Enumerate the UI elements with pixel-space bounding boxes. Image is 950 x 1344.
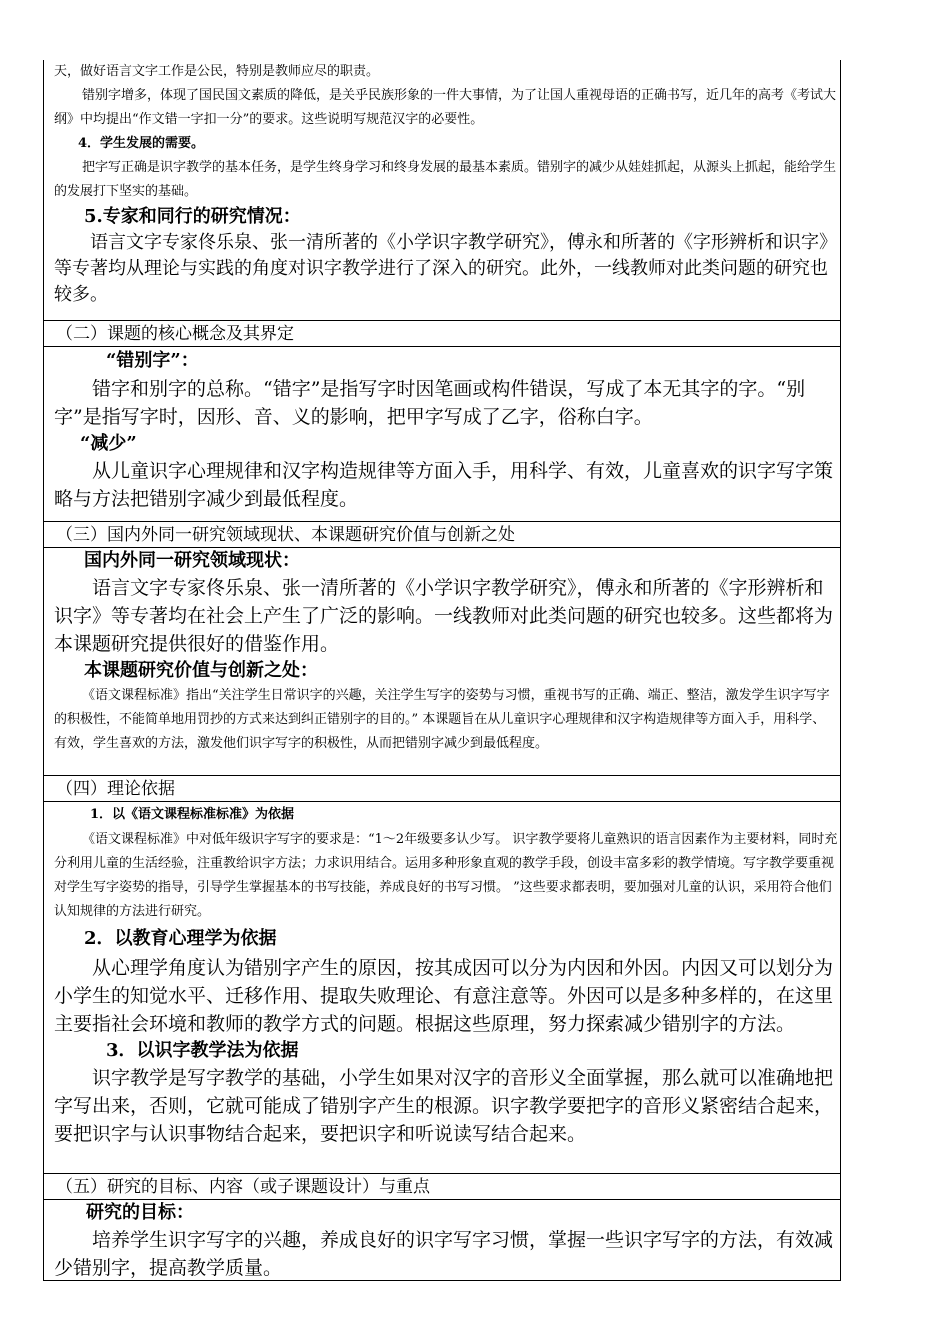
section-4-header: （四）理论依据 (44, 776, 840, 802)
intro-paragraph-2: 错别字增多，体现了国民国文素质的降低，是关乎民族形象的一件大事情，为了让国人重视母语的正确书写，近几年的高考《考试大纲》中均提出“作文错一字扣一分”的要求。这些说明写规范汉字的必要性。 (54, 88, 837, 127)
term-cuobiezi-definition: 错字和别字的总称。“错字”是指写字时因笔画或构件错误，写成了本无其字的字。“别字”是指写字时，因形、音、义的影响，把甲字写成了乙字，俗称白字。 (54, 378, 806, 428)
value-paragraph: 《语文课程标准》指出“关注学生日常识字的兴趣，关注学生写字的姿势与习惯，重视书写的正确、端正、整洁，激发学生识字写字的积极性，不能简单地用罚抄的方式来达到纠正错别字的目的。” 本课题旨在从儿童识字心理规律和汉字构造规律等方面入手，用科学、有效，学生喜欢的方法，激发他们识字写字的积极性，从而把错别字减少到最低程度。 (54, 688, 830, 751)
term-jianshao-definition: 从儿童识字心理规律和汉字构造规律等方面入手，用科学、有效，儿童喜欢的识字写字策略与方法把错别字减少到最低程度。 (54, 460, 834, 510)
term-cuobiezi: “错别字”： (106, 350, 199, 371)
intro-cell (44, 60, 840, 321)
goal-paragraph: 培养学生识字写字的兴趣，养成良好的识字写字习惯，掌握一些识字写字的方法，有效减少错别字，提高教学质量。 (54, 1229, 834, 1279)
basis-2-heading: 2．以教育心理学为依据 (84, 928, 277, 949)
intro-paragraph-4: 把字写正确是识字教学的基本任务，是学生终身学习和终身发展的最基本素质。错别字的减少从娃娃抓起，从源头上抓起，能给学生的发展打下坚实的基础。 (54, 160, 837, 199)
status-heading: 国内外同一研究领域现状： (84, 550, 300, 571)
section-4-body (44, 802, 840, 1174)
term-jianshao: “减少” (80, 433, 137, 454)
heading-5: 5.专家和同行的研究情况： (84, 206, 301, 227)
basis-3-heading: 3．以识字教学法为依据 (106, 1040, 299, 1061)
section-3-header: （三）国内外同一研究领域现状、本课题研究价值与创新之处 (44, 522, 840, 548)
basis-1-heading: 1．以《语文课程标准标准》为依据 (90, 807, 295, 822)
basis-2-paragraph: 从心理学角度认为错别字产生的原因，按其成因可以分为内因和外因。内因又可以划分为小学生的知觉水平、迁移作用、提取失败理论、有意注意等。外因可以是多种多样的，在这里主要指社会环境和教师的教学方式的问题。根据这些原理，努力探索减少错别字的方法。 (54, 957, 834, 1035)
basis-3-paragraph: 识字教学是写字教学的基础，小学生如果对汉字的音形义全面掌握，那么就可以准确地把字写出来，否则，它就可能成了错别字产生的根源。识字教学要把字的音形义紧密结合起来，要把识字与认识事物结合起来，要把识字和听说读写结合起来。 (54, 1067, 834, 1145)
status-paragraph: 语言文字专家佟乐泉、张一清所著的《小学识字教学研究》，傅永和所著的《字形辨析和识字》等专著均在社会上产生了广泛的影响。一线教师对此类问题的研究也较多。这些都将为本课题研究提供很好的借鉴作用。 (54, 577, 834, 655)
value-heading: 本课题研究价值与创新之处： (84, 660, 318, 681)
intro-paragraph-5: 语言文字专家佟乐泉、张一清所著的《小学识字教学研究》，傅永和所著的《字形辨析和识字》等专著均从理论与实践的角度对识字教学进行了深入的研究。此外，一线教师对此类问题的研究也较多。 (54, 232, 837, 305)
section-2-body (44, 347, 840, 522)
section-3-body (44, 548, 840, 776)
document-table (43, 60, 841, 1281)
section-5-body (44, 1200, 840, 1282)
section-5-header: （五）研究的目标、内容（或子课题设计）与重点 (44, 1174, 840, 1200)
basis-1-paragraph: 《语文课程标准》中对低年级识字写字的要求是：“1～2年级要多认少写。 识字教学要将儿童熟识的语言因素作为主要材料，同时充分利用儿童的生活经验，注重教给识字方法；力求识用结合。运用多种形象直观的教学手段，创设丰富多彩的教学情境。写字教学要重视对学生写字姿势的指导，引导学生掌握基本的书写技能，养成良好的书写习惯。 ”这些要求都表明，要加强对儿童的认识，采用符合他们认知规律的方法进行研究。 (54, 832, 838, 919)
section-2-header: （二）课题的核心概念及其界定 (44, 321, 840, 347)
heading-4: 4．学生发展的需要。 (78, 136, 205, 151)
intro-paragraph-1: 天，做好语言文字工作是公民，特别是教师应尽的职责。 (54, 64, 380, 79)
goal-heading: 研究的目标： (86, 1202, 194, 1223)
